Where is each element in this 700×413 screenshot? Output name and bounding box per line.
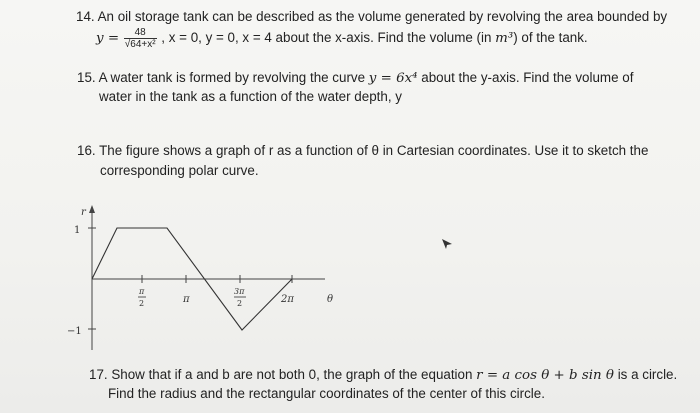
question-16	[77, 141, 677, 160]
q17-line2: Find the radius and the rectangular coordinates of the center of this circle.	[108, 386, 545, 401]
r-theta-graph	[55, 200, 415, 360]
question-17	[89, 365, 689, 385]
q16-number: 16.	[77, 143, 96, 158]
q15-text2: about the y-axis. Find the volume of	[421, 70, 634, 85]
q15-equation: y = 6x⁴	[368, 71, 418, 86]
q15-number: 15.	[77, 70, 96, 85]
q14-number: 14.	[76, 9, 95, 24]
question-17-line2	[108, 384, 688, 403]
r-axis-arrow	[89, 205, 95, 213]
question-15-line2	[99, 87, 679, 106]
q17-text2: is a circle.	[617, 367, 678, 382]
question-14-line2	[96, 27, 696, 50]
cursor-arrow-icon	[440, 237, 454, 251]
q16-line1: The figure shows a graph of r as a function of θ in Cartesian coordinates. Use it to sketch the	[99, 143, 649, 158]
x-label-2pi: 2π	[281, 294, 294, 305]
y-label-1: 1	[74, 225, 81, 236]
q16-line2: corresponding polar curve.	[100, 163, 259, 178]
question-14	[76, 7, 696, 26]
q14-lhs: y =	[96, 31, 120, 47]
x-label-3pi2-num: 3π	[234, 287, 245, 296]
q14-tail: ) of the tank.	[513, 30, 588, 46]
q14-conditions: , x = 0, y = 0, x = 4 about the x-axis. Find the volume (in	[161, 30, 492, 46]
q17-equation: r = a cos θ + b sin θ	[476, 368, 614, 383]
q14-frac-den: √64+x²	[124, 39, 156, 50]
r-axis-label: r	[81, 207, 86, 218]
x-label-pi2-num: π	[139, 287, 145, 296]
y-label-neg1: −1	[67, 326, 82, 337]
q14-unit: m³	[495, 31, 514, 47]
q17-text: Show that if a and b are not both 0, the graph of the equation	[111, 367, 473, 382]
question-15	[77, 68, 677, 88]
q15-text: A water tank is formed by revolving the curve	[98, 70, 366, 85]
q17-number: 17.	[89, 367, 108, 382]
question-16-line2	[100, 161, 680, 180]
x-label-pi2-den: 2	[139, 299, 145, 308]
q14-text: An oil storage tank can be described as the volume generated by revolving the area bounded by	[97, 9, 668, 24]
q14-fraction	[124, 27, 157, 50]
x-label-3pi2-den: 2	[237, 299, 243, 308]
x-label-pi: π	[183, 294, 190, 305]
x-label-theta: θ	[327, 294, 334, 305]
q14-frac-num: 48	[124, 27, 157, 39]
q15-line2: water in the tank as a function of the water depth, y	[99, 89, 402, 104]
